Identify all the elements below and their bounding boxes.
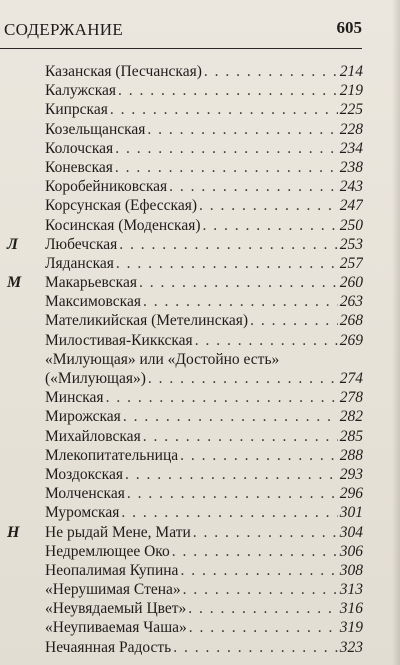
page-edge-shadow (392, 0, 400, 665)
toc-entry (0, 139, 400, 158)
toc-entry-page: 257 (339, 254, 363, 272)
toc-entry-title: Коробейниковская (45, 178, 168, 196)
dot-leader (199, 196, 338, 215)
toc-entry-line (45, 158, 363, 177)
toc-entry-title: Калужская (45, 82, 117, 100)
toc-entry (0, 599, 400, 618)
toc-entry-line (45, 177, 363, 196)
dot-leader (143, 292, 338, 311)
dot-leader (127, 484, 338, 503)
toc-entry (0, 100, 400, 119)
toc-entry-title: «Нерушимая Стена» (45, 581, 181, 599)
dot-leader (195, 331, 338, 350)
toc-entry-line (45, 292, 363, 311)
dot-leader (125, 465, 338, 484)
toc-entry-title: Козельщанская (45, 120, 146, 138)
toc-entry-line (45, 235, 363, 254)
toc-entry-page: 274 (339, 370, 363, 387)
toc-entry-title: «Милующая» или «Достойно есть» (45, 350, 280, 368)
toc-entry-title: Не рыдай Мене, Мати (45, 523, 191, 541)
toc-entry-line (45, 446, 363, 465)
dot-leader (250, 311, 338, 330)
toc-entry-page: 214 (339, 63, 363, 80)
toc-entry-line (45, 388, 363, 407)
toc-entry-page: 253 (339, 235, 363, 253)
toc-entry-line (45, 465, 363, 484)
dot-leader (188, 599, 337, 618)
toc-entry-page: 260 (339, 274, 363, 292)
toc-entry-line (45, 580, 363, 599)
alphabet-letter: Н (7, 523, 20, 541)
toc-entry (0, 465, 400, 484)
dot-leader (183, 580, 338, 599)
toc-entry-title: («Милующая») (45, 370, 146, 387)
page-number: 605 (336, 18, 362, 37)
toc-entry (0, 446, 400, 465)
toc-entry (0, 158, 400, 177)
toc-entry (0, 273, 400, 292)
toc-entry-title: «Неупиваемая Чаша» (45, 619, 187, 637)
toc-entry-page: 238 (339, 158, 363, 176)
dot-leader (143, 427, 338, 446)
toc-entry-page: 228 (339, 120, 363, 138)
toc-entry-title: Казанская (Песчанская) (45, 63, 202, 80)
toc-entry-title: Минская (45, 389, 104, 407)
toc-entry-line (45, 311, 363, 330)
toc-entry-line (45, 120, 363, 139)
toc-entry (0, 196, 400, 215)
toc-entry-page: 263 (339, 293, 363, 311)
section-title: СОДЕРЖАНИЕ (4, 20, 124, 39)
page-header (0, 18, 362, 49)
toc-entry (0, 388, 400, 407)
dot-leader (204, 62, 338, 81)
toc-entry-page: 313 (339, 581, 363, 599)
toc-entry (0, 523, 400, 542)
dot-leader (193, 523, 338, 542)
dot-leader (180, 446, 338, 465)
toc-entry (0, 580, 400, 599)
toc-entry-page: 301 (339, 504, 363, 522)
toc-entry-line (45, 369, 363, 388)
toc-entry-line (45, 523, 363, 542)
toc-entry-title: Коневская (45, 158, 113, 176)
dot-leader (118, 81, 338, 100)
toc-entry (0, 254, 400, 273)
toc-entry-line (45, 254, 363, 273)
dot-leader (106, 388, 338, 407)
toc-entry-page: 296 (339, 485, 363, 503)
dot-leader (110, 100, 338, 119)
toc-entry (0, 427, 400, 446)
toc-entry-line (45, 196, 363, 215)
toc-entry-title: Михайловская (45, 427, 141, 445)
toc-entry (0, 407, 400, 426)
toc-entry-title: Муромская (45, 504, 120, 522)
toc-entry-page: 282 (339, 408, 363, 426)
toc-entry (0, 618, 400, 637)
toc-entry-page: 316 (339, 600, 363, 618)
toc-entry (0, 311, 400, 330)
toc-entry-line (45, 427, 363, 446)
toc-entry-title: Милостивая-Киккская (45, 331, 193, 349)
toc-entry-title: Максимовская (45, 293, 141, 311)
toc-entry-line (45, 62, 363, 81)
toc-entry-title: Макарьевская (45, 274, 137, 292)
toc-entry-line (45, 216, 363, 235)
toc-entry (0, 120, 400, 139)
dot-leader (148, 369, 338, 388)
dot-leader (121, 503, 337, 522)
toc-entry-title: Любечская (45, 235, 118, 253)
toc-entry-page: 304 (339, 523, 363, 541)
toc-entry-line (45, 331, 363, 350)
toc-entry-title: Неопалимая Купина (45, 561, 179, 579)
toc-entry-line (45, 638, 363, 657)
toc-entry (0, 503, 400, 522)
dot-leader (115, 139, 338, 158)
toc-entry-line (45, 618, 363, 637)
toc-entry-line (45, 139, 363, 158)
toc-entry-line (45, 407, 363, 426)
toc-entry-line (45, 561, 363, 580)
toc-entry (0, 561, 400, 580)
dot-leader (115, 158, 338, 177)
toc-entry-line (45, 350, 363, 369)
toc-entry-title: Кипрская (45, 101, 108, 119)
dot-leader (189, 618, 338, 637)
dot-leader (180, 561, 337, 580)
toc-entry-page: 293 (339, 465, 363, 483)
toc-entry-line (45, 503, 363, 522)
toc-entry-title: Колочская (45, 139, 114, 157)
toc-entry-page: 247 (339, 197, 363, 215)
toc-entry-page: 323 (339, 638, 363, 656)
toc-entry-page: 243 (339, 178, 363, 196)
toc-entry-line (45, 599, 363, 618)
toc-entry-title: Недремлющее Око (45, 542, 170, 560)
toc-entry-page: 219 (339, 82, 363, 100)
dot-leader (119, 235, 338, 254)
toc-entry-title: «Неувядаемый Цвет» (45, 600, 187, 618)
dot-leader (123, 407, 338, 426)
toc-entry-page: 285 (339, 427, 363, 445)
dot-leader (139, 273, 338, 292)
toc-entry-line (45, 100, 363, 119)
dot-leader (116, 254, 338, 273)
toc-entry-page: 288 (339, 446, 363, 464)
toc-entry (0, 216, 400, 235)
dot-leader (169, 177, 338, 196)
toc-entry-page: 319 (339, 619, 363, 637)
toc-entry-line (45, 273, 363, 292)
toc-entry (0, 62, 400, 81)
toc-entry-line (45, 484, 363, 503)
alphabet-letter: М (7, 274, 22, 292)
toc-entry-line (45, 81, 363, 100)
toc-entry-page: 234 (339, 139, 363, 157)
toc-entry (0, 350, 400, 369)
toc-entry-title: Нечаянная Радость (45, 638, 172, 656)
dot-leader (173, 638, 338, 657)
toc-entry (0, 369, 400, 388)
toc-entry (0, 177, 400, 196)
toc-entry-page: 308 (339, 561, 363, 579)
toc-entry-title: Моздокская (45, 465, 123, 483)
toc-entry-page: 225 (339, 101, 363, 119)
toc-entry (0, 235, 400, 254)
toc-entry-title: Косинская (Моденская) (45, 216, 201, 234)
alphabet-letter: Л (7, 235, 18, 253)
toc-entry-title: Мателикийская (Метелинская) (45, 312, 249, 330)
toc-entry-title: Корсунская (Ефесская) (45, 197, 198, 215)
toc-entry (0, 542, 400, 561)
toc-entry-title: Ляданская (45, 254, 114, 272)
toc-entry-page: 268 (339, 312, 363, 330)
table-of-contents (0, 62, 400, 657)
toc-entry (0, 331, 400, 350)
toc-entry-title: Мирожская (45, 408, 121, 426)
toc-entry-page: 306 (339, 542, 363, 560)
dot-leader (172, 542, 338, 561)
toc-entry (0, 81, 400, 100)
toc-entry-title: Млекопитательница (45, 446, 179, 464)
toc-entry-title: Молченская (45, 485, 125, 503)
toc-entry-page: 278 (339, 389, 363, 407)
dot-leader (203, 216, 338, 235)
toc-entry (0, 638, 400, 657)
toc-entry (0, 292, 400, 311)
toc-entry-line (45, 542, 363, 561)
toc-entry-page: 269 (339, 331, 363, 349)
toc-entry (0, 484, 400, 503)
dot-leader (147, 120, 337, 139)
toc-entry-page: 250 (339, 216, 363, 234)
